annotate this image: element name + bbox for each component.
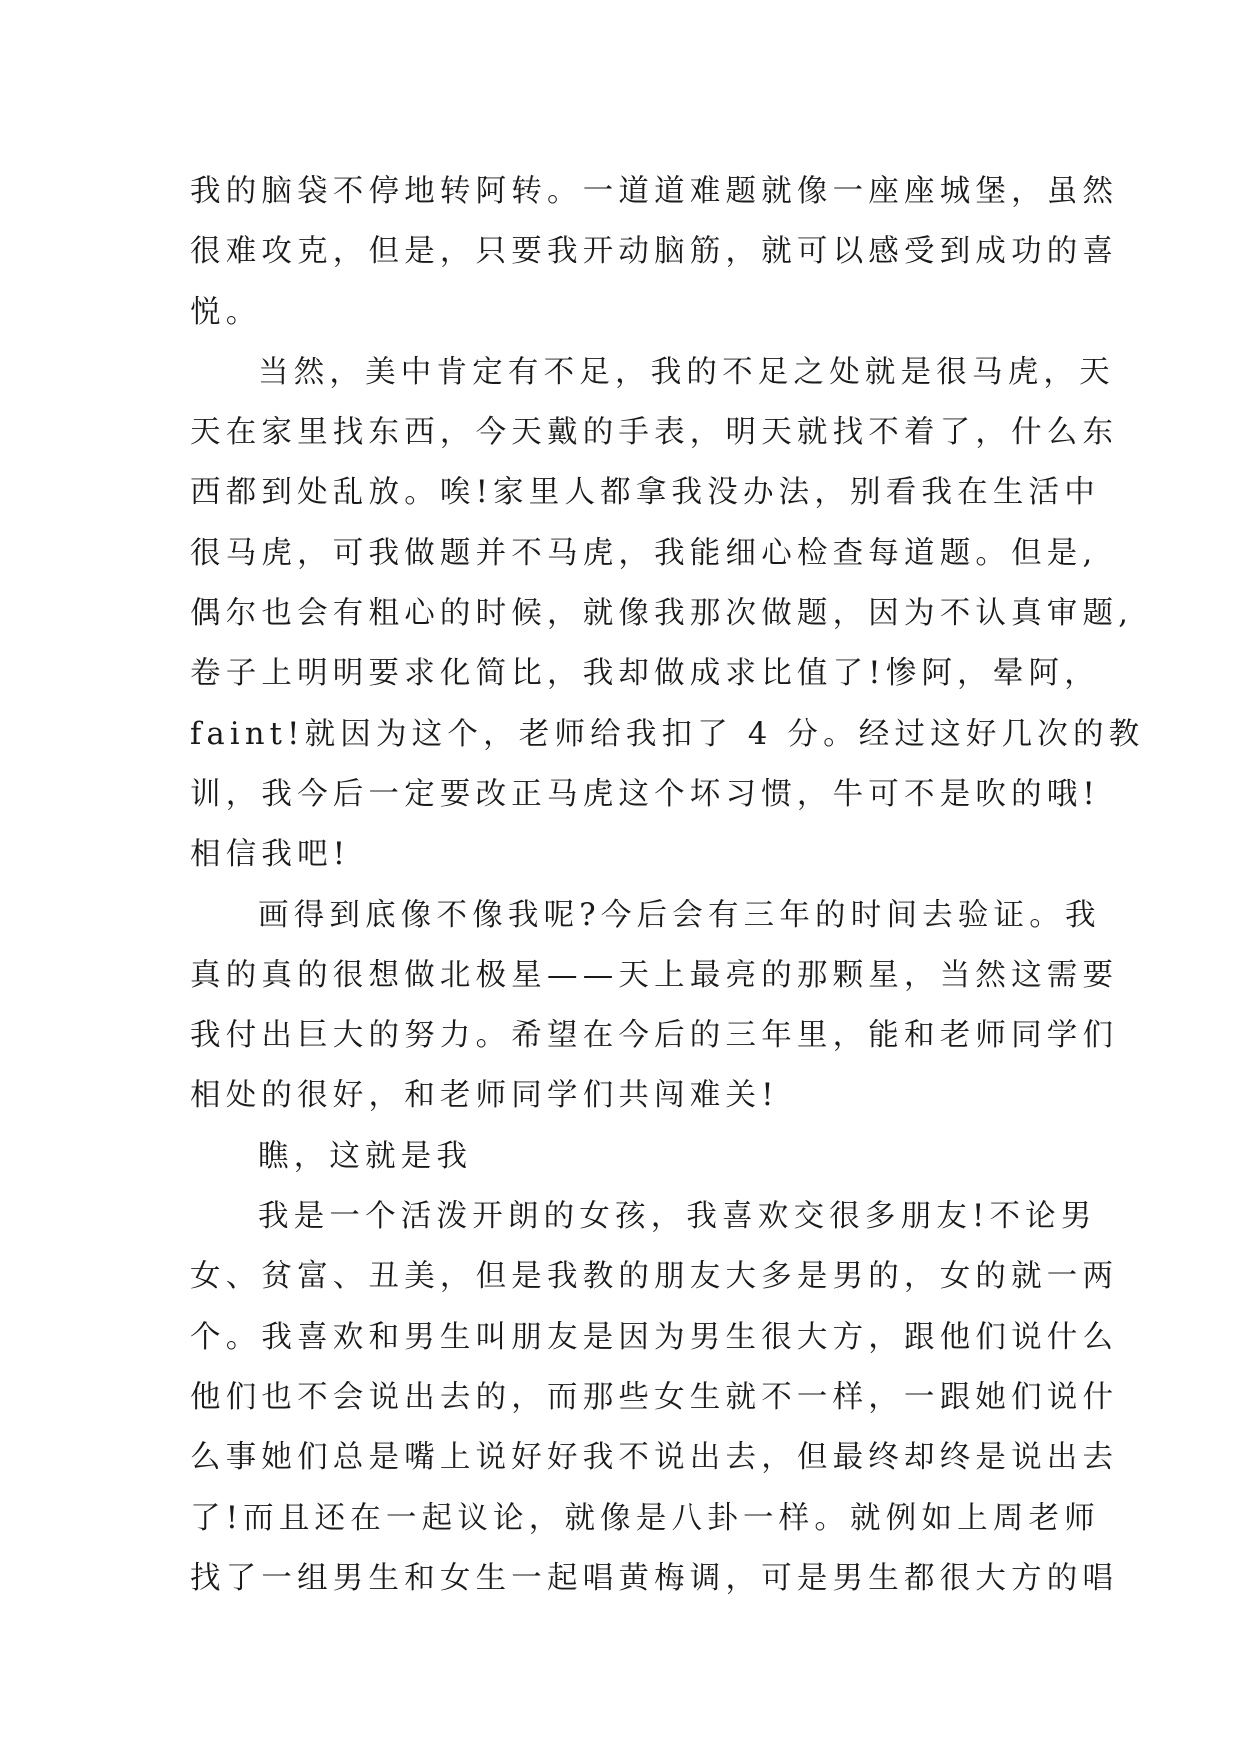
- paragraph-start-line: 画得到底像不像我呢?今后会有三年的时间去验证。我: [258, 897, 1101, 933]
- paragraph-start-line: 我是一个活泼开朗的女孩，我喜欢交很多朋友!不论男: [258, 1199, 1097, 1235]
- text-line: 他们也不会说出去的，而那些女生就不一样，一跟她们说什: [190, 1379, 1119, 1415]
- text-line: 个。我喜欢和男生叫朋友是因为男生很大方，跟他们说什么: [190, 1319, 1119, 1355]
- text-line: 西都到处乱放。唉!家里人都拿我没办法，别看我在生活中: [190, 475, 1100, 511]
- text-line: faint!就因为这个，老师给我扣了 4 分。经过这好几次的教: [190, 716, 1145, 752]
- text-line: 相处的很好，和老师同学们共闯难关!: [190, 1078, 779, 1114]
- text-line: 么事她们总是嘴上说好好我不说出去，但最终却终是说出去: [190, 1440, 1119, 1476]
- text-line: 相信我吧!: [190, 837, 351, 873]
- text-line: 很难攻克，但是，只要我开动脑筋，就可以感受到成功的喜: [190, 234, 1119, 270]
- text-line: 天在家里找东西，今天戴的手表，明天就找不着了，什么东: [190, 415, 1119, 451]
- text-line: 真的真的很想做北极星——天上最亮的那颗星，当然这需要: [190, 957, 1119, 993]
- text-line: 我付出巨大的努力。希望在今后的三年里，能和老师同学们: [190, 1018, 1119, 1054]
- text-line: 了!而且还在一起议论，就像是八卦一样。就例如上周老师: [190, 1500, 1100, 1536]
- text-line: 女、贫富、丑美，但是我教的朋友大多是男的，女的就一两: [190, 1259, 1119, 1295]
- text-line: 偶尔也会有粗心的时候，就像我那次做题，因为不认真审题,: [190, 596, 1134, 632]
- text-line: 卷子上明明要求化简比，我却做成求比值了!惨阿，晕阿，: [190, 656, 1100, 692]
- text-line: 悦。: [190, 294, 262, 330]
- paragraph-start-line: 当然，美中肯定有不足，我的不足之处就是很马虎，天: [258, 354, 1115, 390]
- document-body: [190, 162, 1145, 1609]
- text-line: 很马虎，可我做题并不马虎，我能细心检查每道题。但是,: [190, 535, 1098, 571]
- text-line: 训，我今后一定要改正马虎这个坏习惯，牛可不是吹的哦!: [190, 776, 1100, 812]
- text-line: 找了一组男生和女生一起唱黄梅调，可是男生都很大方的唱: [190, 1560, 1119, 1596]
- text-line: 我的脑袋不停地转阿转。一道道难题就像一座座城堡，虽然: [190, 174, 1119, 209]
- section-title: 瞧，这就是我: [258, 1138, 473, 1174]
